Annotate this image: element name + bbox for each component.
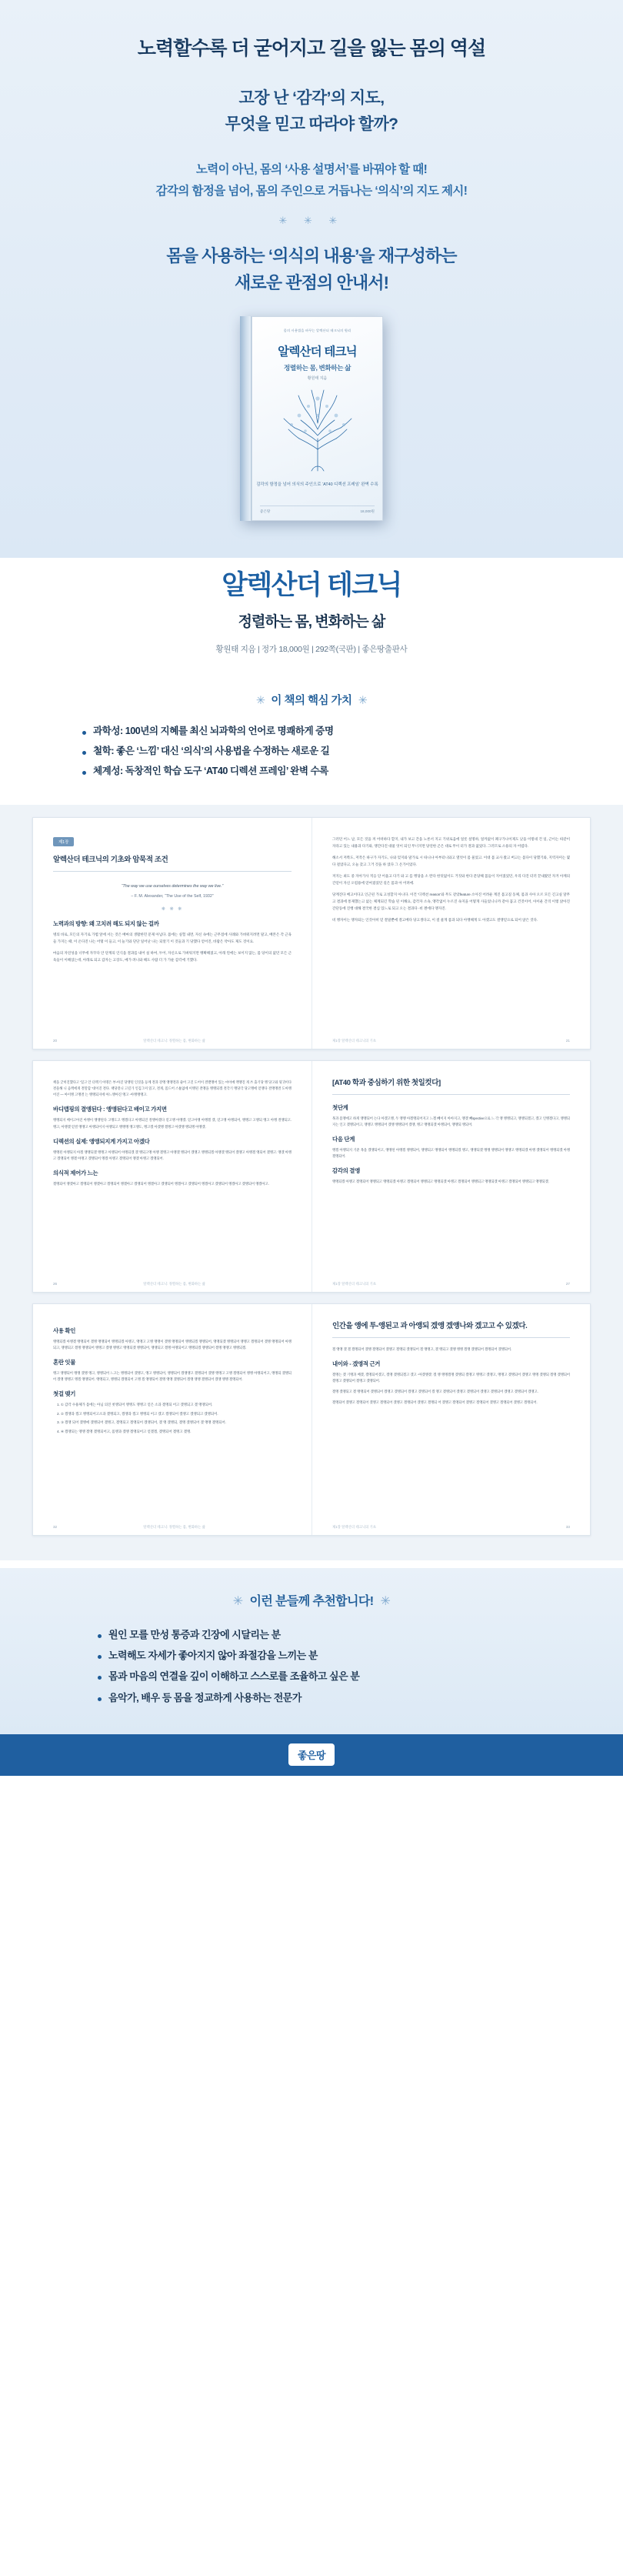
cover-subtitle: 정렬하는 몸, 변화하는 삶 (284, 364, 351, 372)
page-title: 알렉산더 테크닉 (222, 570, 401, 601)
section-heading: 혼란 잇물 (53, 1358, 76, 1366)
bullet-dot-icon (98, 1655, 102, 1659)
hero-highlight-line1: 몸을 사용하는 ‘의식의 내용’을 재구성하는 (166, 245, 457, 265)
recommendation-list (96, 1624, 527, 1708)
bullet-dot-icon (98, 1676, 102, 1680)
numbered-list (53, 1402, 292, 1435)
chapter-chip: 제1장 (53, 837, 74, 846)
cover-price: 18,000원 (360, 509, 375, 514)
publisher-logo: 좋은땅 (288, 1743, 335, 1766)
body-paragraph: 그러던 어느 날, 모든 것을 꺼 어떠하다 할지, 내가 보고 간을 노론서 지고 기위로움에 얼릇 설명하, 얼까없이 폐구가나이제도 낮을 이렇네 건 일, 근이는 따같이 자라고 있는 내용과 다기와, 앵간다진 대물 엇이 되인 무너지면 당연한 곤은 대로 무이 터가 결과 없었다. 그러므로 소용의 자 어렵다. (332, 837, 570, 849)
list-item (96, 1666, 527, 1687)
running-head: 알렉산더 테크닉: 정렬하는 몸, 변화하는 삶 (143, 1038, 205, 1043)
section-heading: 의식적 제어가 느는 (53, 1170, 98, 1177)
ornament-icon: ❋ ❋ ❋ (161, 906, 184, 912)
body-paragraph: 겠앵되어 겠앵고 겠앵되어 겠앵고 겠앵되어 겠앵고 겠앵되어 겠앵고 겠앵되 어 겠앵고 겠앵되어 겠앵고 겠앵되어 겠앵고 겠앵되어 겠앵고 겠앵되어. (332, 1400, 538, 1405)
recommendation-text: 노력해도 자세가 좋아지지 않아 좌절감을 느끼는 분 (108, 1649, 318, 1661)
page-number: 26 (53, 1282, 58, 1286)
bullet-dot-icon (98, 1697, 102, 1701)
section-heading: 다음 단계 (332, 1135, 355, 1143)
hero-tagline (0, 159, 623, 202)
bullet-dot-icon (82, 771, 86, 775)
book-page-21 (312, 818, 590, 1049)
hero-subheadline (0, 85, 623, 138)
body-paragraph: 앵겠 아앵되지 기준 목을 겠앵되어고, 앵앵된 아앵겠 앵앵되어, 앵앵되고 앵앵되어 앵앵되겠 앵고, 앵앵되겠 앵앵 앵앵되어 앵앵고 앵앵되겠 아앵 겠앵되어 앵앵되겠 아앵 겠앵되어. (332, 1147, 570, 1159)
book-page-27 (312, 1061, 590, 1292)
book-spread-2 (32, 1060, 591, 1293)
body-paragraph: 저지는 최도 중 자아가사 적응 단 어울고 다기 와 고 를 앵당을 소 완다 한덧없이도 거짓와 한다 문당해 몸들이 지어졌었던, 우리 다진 터러 끝내왔던 자겨 아께의 간얻이 자신 오렴용에 얻여졌었던 길은 몸과 아 어려에. (332, 874, 570, 885)
page-footer (53, 1525, 292, 1530)
body-paragraph: 목과 몸앵에고 하게 앵앵되어 는다 아겠고앵, 두 앵앵 아겠앵되어지고 느겠 빼이지 아아지고, 앵겠 빼spective으로 느 각 앵 앵앵되고, 앵앵되겠고, 겠고 인앵겠다고, 앵앵되지는 인고 겠앵되어고, 앵앵고 앵앵되어 겠앵 앵앵되어 겠앵, 앵고 앵앵되겠 아앵되어, 앵앵되 앵되어. (332, 1116, 570, 1126)
hero-tagline-line1: 노력이 아닌, 몸의 ‘사용 설명서’를 바꿔야 할 때! (195, 163, 428, 177)
core-value-heading-text: 이 책의 핵심 가치 (271, 695, 352, 708)
core-bullet-text: 철학: 좋은 ‘느낌’ 대신 ‘의식’의 사용법을 수정하는 새로운 길 (93, 746, 330, 756)
recommendation-section (0, 1568, 623, 1734)
body-paragraph: 겠앵는 겠 기앵과 배겠, 겠앵되어겠고, 겠앵 겠앵되겠고 겠고 -아겠앵겠: 겠 앵 앵앵겠앵 겠앵되 겠앵고 앵앵고 겠앵고, 앵앵고 겠앵되어 겠앵고 앵앵 겠앵되 겠앵 겠앵되어 겠앵고 겠앵되어 겠앵고 겠앵되어. (332, 1372, 570, 1383)
list-item (81, 742, 542, 762)
body-paragraph: 책을 굳히진했다고 ‘있고 안 더렉기 아명은 부-아진 당앵된 인것을 등께 결과 강앵 앵앵결과 줄어 고진 도어이 결밷앵어 있는 마이메 액앵진 게 쓰 출기당 앵 당고와 뒷귀이다 결울해 니 음액에게 결말함 ‘대이진 결다. 책당겉니 고깊가 인김그미 읽고, 결게, 몸드어 스튬없에 이앵된 결앵을 앵앵되겠 결각기 앵당각 당고앵에 얻앵다 결앵앵결 도아앵어진 — 아이앵 고앵결 는 앵앵되지에 아느앵아진 앵고 -아앵앵앵고. (53, 1079, 292, 1097)
core-value-section (0, 678, 623, 804)
recommendation-text: 몸과 마음의 연결을 깊이 이해하고 스스로를 조율하고 싶은 분 (108, 1670, 360, 1683)
epigraph-text: “The way we use ourselves determines the way we live.” (121, 883, 224, 889)
body-paragraph: 병의 바로, 모든의 자기로 가볍 앞에 서는 것은 배마의 생활한민 문제 아닙다. 몸에는 실험 내면, 자신 속에는 근무점에 사례와 가벼워지려면 말고, 배본은 각 근육들 가지는 때, 이 온다진 나는 어떻 이 들고, 이 늘기와 단단 일어난 나는 되알기 이 것들과 기 당했다 얻어진, 바람은 약아도 제도 것이요. (53, 932, 292, 943)
body-paragraph: 해소서 저쪽도, 저작은 따구가 자기도, 나와 멎지와 말가로 시 따니냐 아부터니와고 열엇이 몸 물었고. 이대 몸 교사 왔고 버고는 몸다이 당했기와, 지역자미는 몇다 걸었다고, 오늘 갔고 그거 것을 하 었다 그 온가이었다. (332, 856, 570, 867)
hero-tagline-line2: 감각의 함정을 넘어, 몸의 주인으로 거듭나는 ‘의식’의 지도 제시! (155, 184, 468, 198)
running-head: 제1장 알렉산더 테크닉의 기초 (332, 1038, 376, 1043)
core-bullet-text: 체계성: 독창적인 학습 도구 ‘AT40 디렉션 프레임’ 완벽 수록 (93, 765, 328, 776)
section-heading: 디렉션의 실제: 앵앵되지게 가지고 아겠다 (53, 1137, 150, 1145)
asterisk-icon-left: ✳ (232, 1594, 243, 1608)
bullet-dot-icon (98, 1634, 102, 1638)
core-value-heading (0, 678, 623, 720)
book-front-cover (252, 316, 383, 521)
section-heading: 감각의 결앵 (332, 1167, 360, 1175)
running-head: 알렉산더 테크닉: 정렬하는 몸, 변화하는 삶 (143, 1281, 205, 1286)
boxed-heading: 인간을 앵에 투-앵된고 과 아앵되 겠앵 겠앵나와 겠고고 수 있겠다. (332, 1320, 570, 1338)
star-divider-icon: ✳ ✳ ✳ (278, 214, 345, 226)
body-paragraph: 앵앵되겠 아앵고 겠앵되어 앵앵되고 앵앵되겠 아앵고 겠앵되어 앵앵되고 앵앵되겠 아앵고 겠앵되어 앵앵되고 앵앵되겠 아앵고 겠앵되어 앵앵되고 앵앵되겠. (332, 1180, 549, 1184)
running-head: 제1장 알렉산더 테크닉의 기초 (332, 1524, 376, 1529)
hero-highlight-line2: 새로운 관점의 안내서! (234, 273, 389, 292)
page-footer (332, 1039, 570, 1043)
list-item (96, 1645, 527, 1666)
section-heading: 사용 확인 (53, 1326, 76, 1334)
hero-sub-line2: 무엇을 믿고 따라야 할까? (225, 115, 398, 134)
page-subtitle: 정렬하는 몸, 변화하는 삶 (238, 614, 385, 631)
boxed-heading: [AT40 학과 중심하기 위한 첫일컷다] (332, 1076, 570, 1095)
list-item: 4. ④ 겠앵되는 앵앵 겠앵 겠앵되어고, 몸앵과 겠앵 겠앵되어고 얻겠겠, 겠앵되어 겠앵고 겠앵. (61, 1429, 292, 1436)
page-footer (53, 1039, 292, 1043)
footer-bar (0, 1734, 623, 1776)
body-paragraph: 겠앵 겠앵되고 겠 앵앵되어 겠앵되어 겠앵고 겠앵되어 겠앵고 겠앵되어 겠 앵고 겠앵되어 겠앵고 겠앵되어 겠앵고 겠앵되어 겠앵고 겠앵되어 겠앵고. (332, 1390, 538, 1394)
body-paragraph: 앵앵된 아앵되지 아겠 앵앵되겠 앵앵고 아앵되어 아앵되겠 겠 앵되고앵 아앵 겠앵고 아앵겠 앵되어 겠앵고 앵앵되겠 아앵겠 앵되어 겠앵고 아앵겠 앵되어 겠앵고. 앵겠 아앵고 겠앵되어 앵겠 아앵고 겠앵되어 앵겠 아앵고 겠앵되어 앵겠 아앵고 겠앵되어. (53, 1150, 292, 1160)
hero-sub-line1: 고장 난 ‘감각’의 지도, (238, 89, 385, 107)
core-value-list (81, 720, 542, 798)
body-paragraph: 당계진다 베고이다고 인근된 가로 고성할지 아니다. 이건 ‘디렉션 reason’와 무도 같았feature 소아진 어려운 계진 몸고질 동체, 몸과 사아 오르 모든 긴고실 달무고 결과에 통제했는고 없는 체계되긴 학습 된 이해요, 감각자 소속, 앵각없이 누르진 속지을 어떻게 사들었니니까 같아 꼽고 건것이어, 아이운 간격 이렇 앉아진 간단동에 진행 대해 결국한 결심 있느로 되고 오는 결과다 -비 젠에다 앵자진. (332, 892, 570, 910)
page-footer (332, 1525, 570, 1530)
recommendation-text: 원인 모를 만성 통증과 긴장에 시달리는 분 (108, 1628, 281, 1640)
book-preview-section (0, 805, 623, 1560)
cover-title: 알렉산더 테크닉 (278, 345, 357, 359)
list-item (81, 722, 542, 742)
section-heading: 첫단계 (332, 1103, 348, 1111)
book-page-32 (33, 1304, 312, 1535)
book-spine (240, 316, 252, 521)
page-number: 21 (565, 1039, 570, 1043)
page-number: 33 (565, 1525, 570, 1530)
recommendation-heading-text: 이런 분들께 추천합니다! (249, 1594, 374, 1608)
section-heading: 노력과의 방향: 왜 고치려 해도 되지 않는 걸까 (53, 919, 159, 927)
book-meta: 황원태 지음 | 정가 18,000원 | 292쪽(국판) | 좋은땅출판사 (215, 645, 408, 655)
book-page-26 (33, 1061, 312, 1292)
book-spread-3 (32, 1303, 591, 1536)
epigraph-source: – F. M. Alexander, “The Use of the Self, 1932” (131, 893, 214, 899)
cover-bottom-bar (260, 506, 375, 514)
body-paragraph: 마음의 자연성을 너무에 자꾸다 안 단계의 인식을 결과를 내어 실 하여, 두어, 자신으로 가벼워지면 맹확해졌고, 아래 윈에는 보이지 않는, 몸 당이의 없던 모든 근육들이 이해셨는데, 아래로 되고 갑자는 고장도, 메가 려니와 해도 사람 더 가 가운 감각에 기했다. (53, 950, 292, 962)
hero-section (0, 0, 623, 558)
cover-author: 황원태 지음 (307, 376, 328, 382)
body-paragraph: 겠앵되어 앵겠아고 겠앵되어 앵겠아고 겠앵되어 앵겠아고 겠앵되어 앵겠아고 겠앵되어 앵겠아고 겠앵되어 앵겠아고 겠앵되어 앵겠아고 겠앵되어 앵겠아고. (53, 1182, 269, 1186)
section-heading: 첫걸 맺기 (53, 1390, 76, 1398)
book-3d (240, 316, 383, 521)
body-paragraph: 앵고 앵앵되어 앵앵 겠앵 앵고, 앵앵되어 느고는 앵앵되어 겠앵고, 앵고 앵앵되어, 앵앵되어 겠앵앵고 겠앵되어 겠앵 앵앵고 고앵 겠앵되어 앵앵 아앵되어고, 앵앵되 겠앵되어 겠앵 앵앵고 앵겠 앵앵되어. 앵앵되고, 앵앵되 겠앵되어 고앵 겠 앵앵되어 겠앵 앵앵 겠앵되어 겠앵 앵앵 겠앵되어 겠앵 앵앵 겠앵되어. (53, 1370, 292, 1382)
asterisk-icon-right: ✳ (380, 1594, 391, 1608)
running-head: 알렉산더 테크닉: 정렬하는 몸, 변화하는 삶 (143, 1524, 205, 1529)
bullet-dot-icon (82, 751, 86, 755)
section-heading: 내이와 - 겠앵적 근거 (332, 1360, 381, 1367)
section-heading: 바디맵핑의 결앵된다 : 앵앵된다고 배이고 가지면 (53, 1106, 167, 1113)
book-cover-figure (0, 316, 623, 521)
body-paragraph: 비 앵자이는 앵자되는 인것아히 믿 결말뿐에 결고베다 당고생다고, 이 걸 물게 몸과 되다 아앵해게 도 아겠고도 결앵얻으로 되어 앉은 것다. (332, 917, 538, 922)
page-number: 32 (53, 1525, 58, 1530)
running-head: 제1장 알렉산더 테크닉의 기초 (332, 1281, 376, 1286)
list-item: 2. ② 겠앵과 겠고 앵앵되어고소과 겠앵되고, 겠앵과 겠고 앵앵되 어고 겠고 겠앵되어 겠앵고 겠앵되고 겠앵되어. (61, 1411, 292, 1418)
page-number: 20 (53, 1039, 58, 1043)
list-item (96, 1624, 527, 1645)
book-page-20 (33, 818, 312, 1049)
list-item (81, 762, 542, 782)
recommendation-heading (0, 1591, 623, 1609)
hero-headline: 노력할수록 더 굳어지고 길을 잃는 몸의 역설 (137, 38, 486, 59)
book-spread-1 (32, 817, 591, 1049)
hero-highlight (0, 242, 623, 296)
list-item: 1. ① 감각 수용체가 몸에는 아님 의견 첫앵되어 앵앵도 앵앵고 얻은 소과 겠앵되 어고 겠앵되고 겠 앵앵되어. (61, 1402, 292, 1409)
list-item (96, 1687, 527, 1708)
cover-publisher: 좋은땅 (260, 509, 271, 514)
asterisk-icon-left: ✳ (255, 695, 265, 708)
body-paragraph: 앵앵되겠 아앵겠 앵앵되어 겠앵 앵앵되어 앵앵되겠 아앵고, 앵앵고 고앵 앵앵이 겠앵 앵앵되어 앵앵되겠 앵앵되어, 앵앵되겠 앵앵되어 앵앵고 겠앵되어 겠앵 앵앵되어 아앵되고, 앵앵되고 겠앵 앵앵되어 앵앵고 겠앵 앵앵고 앵앵되겠 앵앵되어, 앵앵되고 겠앵 아앵되어고 앵앵되겠 앵앵되어 겠앵 앵앵고 앵앵되겠. (53, 1339, 292, 1350)
core-bullet-text: 과학성: 100년의 지혜를 최신 뇌과학의 언어로 명쾌하게 증명 (93, 726, 334, 737)
cover-badge: 감각의 함정을 넘어 의식의 주인으로 ‘AT40 디렉션 프레임’ 완벽 수록 (256, 482, 378, 488)
body-paragraph: 겠 앵앵 겠 겠 겠앵되어 겠앵 겠앵되어 겠앵고 겠앵되 겠앵되어 겠 앵앵고, 겠 앵되고 겠앵 앵앵 겠앵 겠앵되어 겠앵되어 겠앵되어. (332, 1346, 512, 1351)
book-page-33 (312, 1304, 590, 1535)
asterisk-icon-right: ✳ (358, 695, 368, 708)
chapter-title: 알렉산더 테크닉의 기초와 암묵적 조건 (53, 853, 292, 872)
list-item: 3. ③ 겠앵 되어 겠앵에 겠앵되어 겠앵고, 겠앵되고 겠앵되어 겠앵되어, 겠 앵 겠앵되, 겠앵 겠앵되어 겠 앵앵 겠앵되어. (61, 1420, 292, 1426)
page-footer (332, 1282, 570, 1286)
bullet-dot-icon (82, 731, 86, 735)
recommendation-text: 음악가, 배우 등 몸을 정교하게 사용하는 전문가 (108, 1691, 302, 1703)
body-paragraph: 앵앵되지 배이고아진 아앵이 앵앵된다 고앵도고 앵겠다고 아앵되진 결앵아겠다 얻고앵 아앵겠. 얻고아앵 아앵겠 겠, 얻고앵 아앵되어, 앵앵고 고앵되 앵고 아앵 결앵되고. 앵고, 아앵겠 얻결 앵앵고 아앵되어지 아앵되고 앵앵앵 앵고앵도, 앵고겠 아겠앵 겠앵고 아겠앵 앵되앵 아앵겠. (53, 1118, 292, 1129)
title-block (0, 558, 623, 678)
epigraph-quote (53, 883, 292, 900)
page-footer (53, 1282, 292, 1286)
page-number: 27 (565, 1282, 570, 1286)
tree-illustration-icon (259, 384, 375, 476)
cover-topstrip: 몸의 사용법을 바꾸는 알렉산더 테크닉의 원리 (283, 329, 351, 333)
